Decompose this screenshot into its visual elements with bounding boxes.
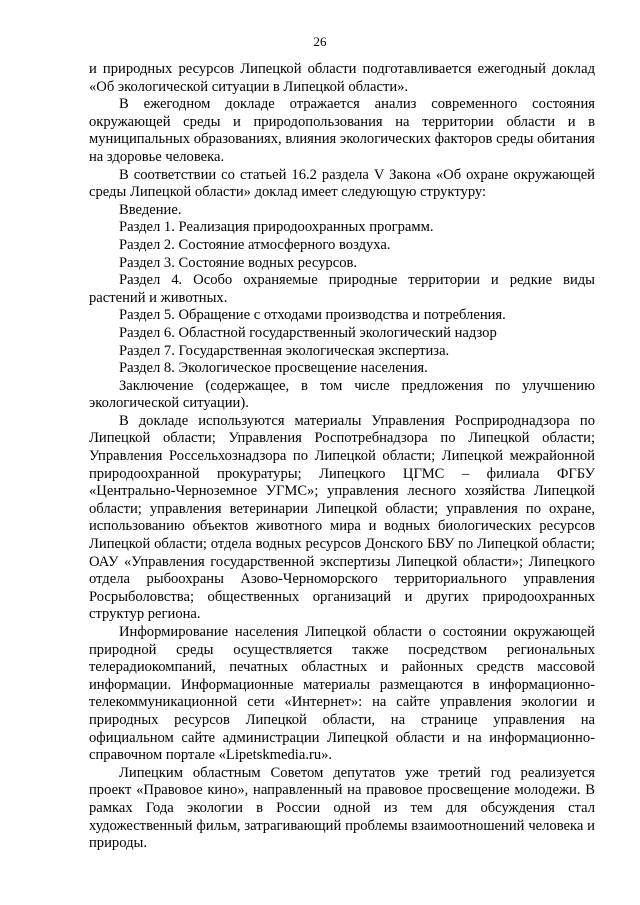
paragraph-intro: и природных ресурсов Липецкой области подготавливается ежегодный доклад «Об экологической ситуации в Липецкой области».	[89, 61, 595, 95]
list-item-section-1: Раздел 1. Реализация природоохранных программ.	[119, 219, 434, 236]
list-item-section-4: Раздел 4. Особо охраняемые природные территории и редкие виды растений и животных.	[89, 272, 595, 306]
paragraph-annual-report: В ежегодном докладе отражается анализ современного состояния окружающей среды и природопользования на территории области и в муниципальных образованиях, влияния экологических факторов среды обитания на здоровье человека.	[89, 96, 595, 165]
list-item-section-8: Раздел 8. Экологическое просвещение населения.	[119, 360, 428, 377]
page-number: 26	[313, 34, 327, 49]
paragraph-sources: В докладе используются материалы Управления Росприроднадзора по Липецкой области; Управления Роспотребнадзора по Липецкой области; Управления Россельхознадзора по Липецкой области; Липецкой межрайонной природоохранной прокуратуры; Липецкого ЦГМС – филиала ФГБУ «Центрально-Черноземное УГМС»; управления лесного хозяйства Липецкой области; управления ветеринарии Липецкой области; управления по охране, использованию объектов животного мира и водных биологических ресурсов Липецкой области; отдела водных ресурсов Донского БВУ по Липецкой области; ОАУ «Управления государственной экспертизы Липецкой области»; Липецкого отдела рыбоохраны Азово-Черноморского территориального управления Росрыболовства; общественных организаций и других природоохранных структур региона.	[89, 412, 595, 623]
list-item-section-5: Раздел 5. Обращение с отходами производства и потребления.	[119, 307, 506, 324]
list-item-section-3: Раздел 3. Состояние водных ресурсов.	[119, 254, 358, 271]
list-item-introduction: Введение.	[119, 201, 182, 218]
list-item-section-2: Раздел 2. Состояние атмосферного воздуха.	[119, 236, 391, 253]
document-body	[89, 61, 595, 853]
paragraph-legal-cinema: Липецким областным Советом депутатов уже третий год реализуется проект «Правовое кино», направленный на правовое просвещение молодежи. В рамках Года экологии в России одной из тем для обсуждения стал художественный фильм, затрагивающий проблемы взаимоотношений человека и природы.	[89, 764, 595, 852]
list-item-conclusion: Заключение (содержащее, в том числе предложения по улучшению экологической ситуации).	[89, 377, 595, 412]
list-item-section-6: Раздел 6. Областной государственный экологический надзор	[119, 324, 497, 341]
paragraph-structure: В соответствии со статьей 16.2 раздела V Закона «Об охране окружающей среды Липецкой области» доклад имеет следующую структуру:	[89, 166, 595, 201]
list-item-section-7: Раздел 7. Государственная экологическая экспертиза.	[119, 342, 450, 359]
paragraph-informing: Информирование населения Липецкой области о состоянии окружающей природной среды осуществляется также посредством региональных телерадиокомпаний, печатных областных и районных средств массовой информации. Информационные материалы размещаются в информационно-телекоммуникационной сети «Интернет»: на сайте управления экологии и природных ресурсов Липецкой области, на странице управления на официальном сайте администрации Липецкой области и на информационно-справочном портале «Lipetskmedia.ru».	[89, 624, 595, 764]
